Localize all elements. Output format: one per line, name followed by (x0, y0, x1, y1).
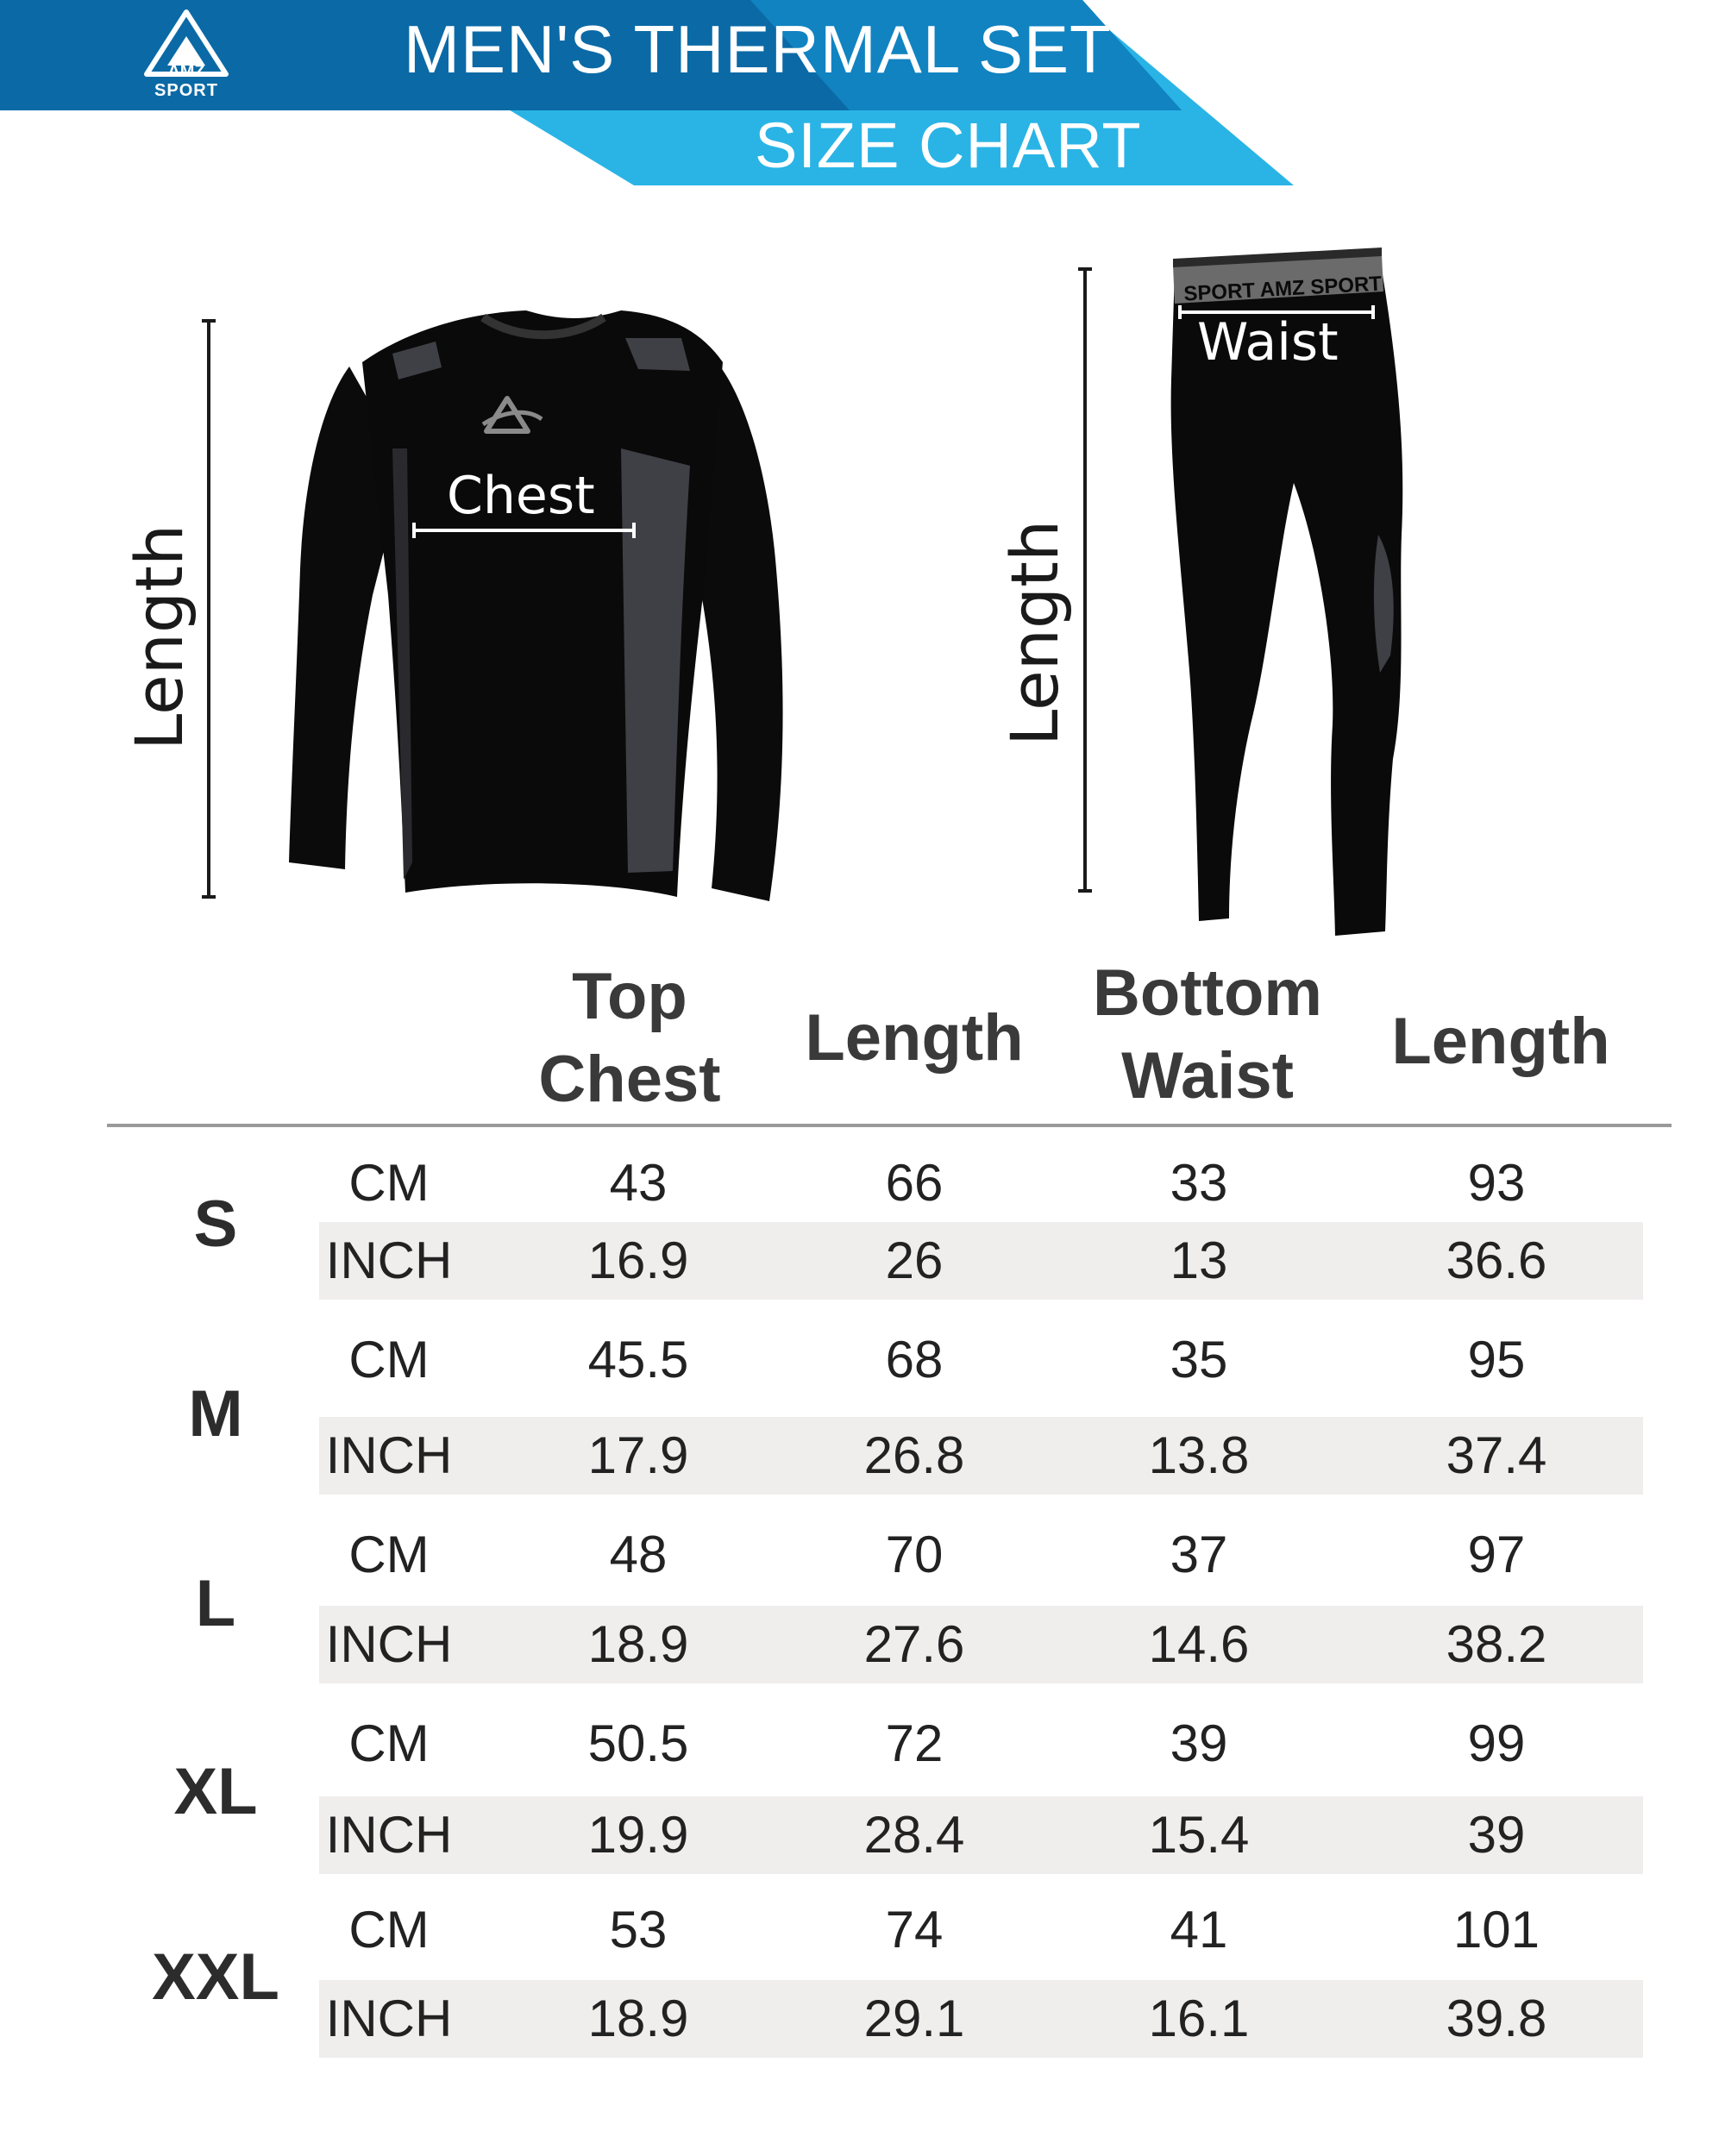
value-cell: 72 (885, 1714, 944, 1772)
value-cell: 13 (1170, 1232, 1228, 1289)
value-cell: 97 (1467, 1526, 1526, 1583)
waistband-text: SPORT AMZ SPORT (1182, 272, 1383, 306)
unit-cell: INCH (325, 1615, 453, 1673)
page-title: MEN'S THERMAL SET (404, 11, 1112, 87)
column-header-line: Top (572, 960, 687, 1033)
size-label-m: M (188, 1377, 243, 1451)
value-cell: 17.9 (587, 1426, 689, 1484)
value-cell: 39 (1170, 1714, 1228, 1772)
value-cell: 53 (609, 1901, 668, 1959)
value-cell: 27.6 (863, 1615, 965, 1673)
unit-cell: INCH (325, 1806, 453, 1864)
column-header-top-length (776, 997, 1052, 1080)
unit-cell: CM (348, 1154, 430, 1212)
size-label-s: S (193, 1188, 238, 1261)
column-header-bottom-length (1363, 1000, 1639, 1083)
size-label-xl: XL (173, 1755, 258, 1828)
value-cell: 16.9 (587, 1232, 689, 1289)
column-header-line: Waist (1121, 1039, 1294, 1112)
unit-cell: INCH (325, 1426, 453, 1484)
value-cell: 37.4 (1446, 1426, 1547, 1484)
value-cell: 39 (1467, 1806, 1526, 1864)
value-cell: 99 (1467, 1714, 1526, 1772)
unit-cell: INCH (325, 1232, 453, 1289)
value-cell: 93 (1467, 1154, 1526, 1212)
value-cell: 26.8 (863, 1426, 965, 1484)
thermal-top-illustration (289, 310, 783, 901)
value-cell: 101 (1452, 1901, 1540, 1959)
value-cell: 14.6 (1148, 1615, 1250, 1673)
column-header-line: Length (805, 1001, 1024, 1075)
brand-name-bottom: SPORT (154, 81, 218, 100)
value-cell: 35 (1170, 1331, 1228, 1388)
value-cell: 18.9 (587, 1990, 689, 2047)
value-cell: 26 (885, 1232, 944, 1289)
table-header-divider (107, 1124, 1672, 1127)
value-cell: 45.5 (587, 1331, 689, 1388)
value-cell: 50.5 (587, 1714, 689, 1772)
value-cell: 68 (885, 1331, 944, 1388)
value-cell: 29.1 (863, 1990, 965, 2047)
value-cell: 41 (1170, 1901, 1228, 1959)
bottom-length-label: Length (996, 519, 1073, 746)
chest-label: Chest (447, 466, 595, 526)
value-cell: 95 (1467, 1331, 1526, 1388)
size-label-xxl: XXL (152, 1940, 279, 2014)
value-cell: 37 (1170, 1526, 1228, 1583)
bottom-length-indicator (1078, 269, 1092, 891)
column-header-top-chest (500, 956, 759, 1121)
value-cell: 15.4 (1148, 1806, 1250, 1864)
value-cell: 13.8 (1148, 1426, 1250, 1484)
unit-cell: INCH (325, 1990, 453, 2047)
value-cell: 70 (885, 1526, 944, 1583)
value-cell: 48 (609, 1526, 668, 1583)
unit-cell: CM (348, 1714, 430, 1772)
value-cell: 74 (885, 1901, 944, 1959)
column-header-line: Bottom (1093, 956, 1322, 1030)
column-header-line: Chest (538, 1043, 721, 1116)
value-cell: 18.9 (587, 1615, 689, 1673)
value-cell: 28.4 (863, 1806, 965, 1864)
value-cell: 19.9 (587, 1806, 689, 1864)
unit-cell: CM (348, 1526, 430, 1583)
value-cell: 39.8 (1446, 1990, 1547, 2047)
unit-cell: CM (348, 1901, 430, 1959)
garment-illustrations (0, 241, 1725, 949)
value-cell: 36.6 (1446, 1232, 1547, 1289)
value-cell: 33 (1170, 1154, 1228, 1212)
value-cell: 43 (609, 1154, 668, 1212)
top-length-indicator (202, 321, 216, 897)
page-subtitle: SIZE CHART (755, 110, 1142, 181)
value-cell: 66 (885, 1154, 944, 1212)
waist-label: Waist (1197, 312, 1339, 373)
top-length-label: Length (121, 523, 198, 750)
column-header-bottom-waist (1070, 952, 1346, 1118)
brand-name-top: AMZ (167, 62, 205, 81)
unit-cell: CM (348, 1331, 430, 1388)
column-header-line: Length (1391, 1005, 1610, 1078)
size-label-l: L (195, 1567, 236, 1640)
value-cell: 16.1 (1148, 1990, 1250, 2047)
value-cell: 38.2 (1446, 1615, 1547, 1673)
